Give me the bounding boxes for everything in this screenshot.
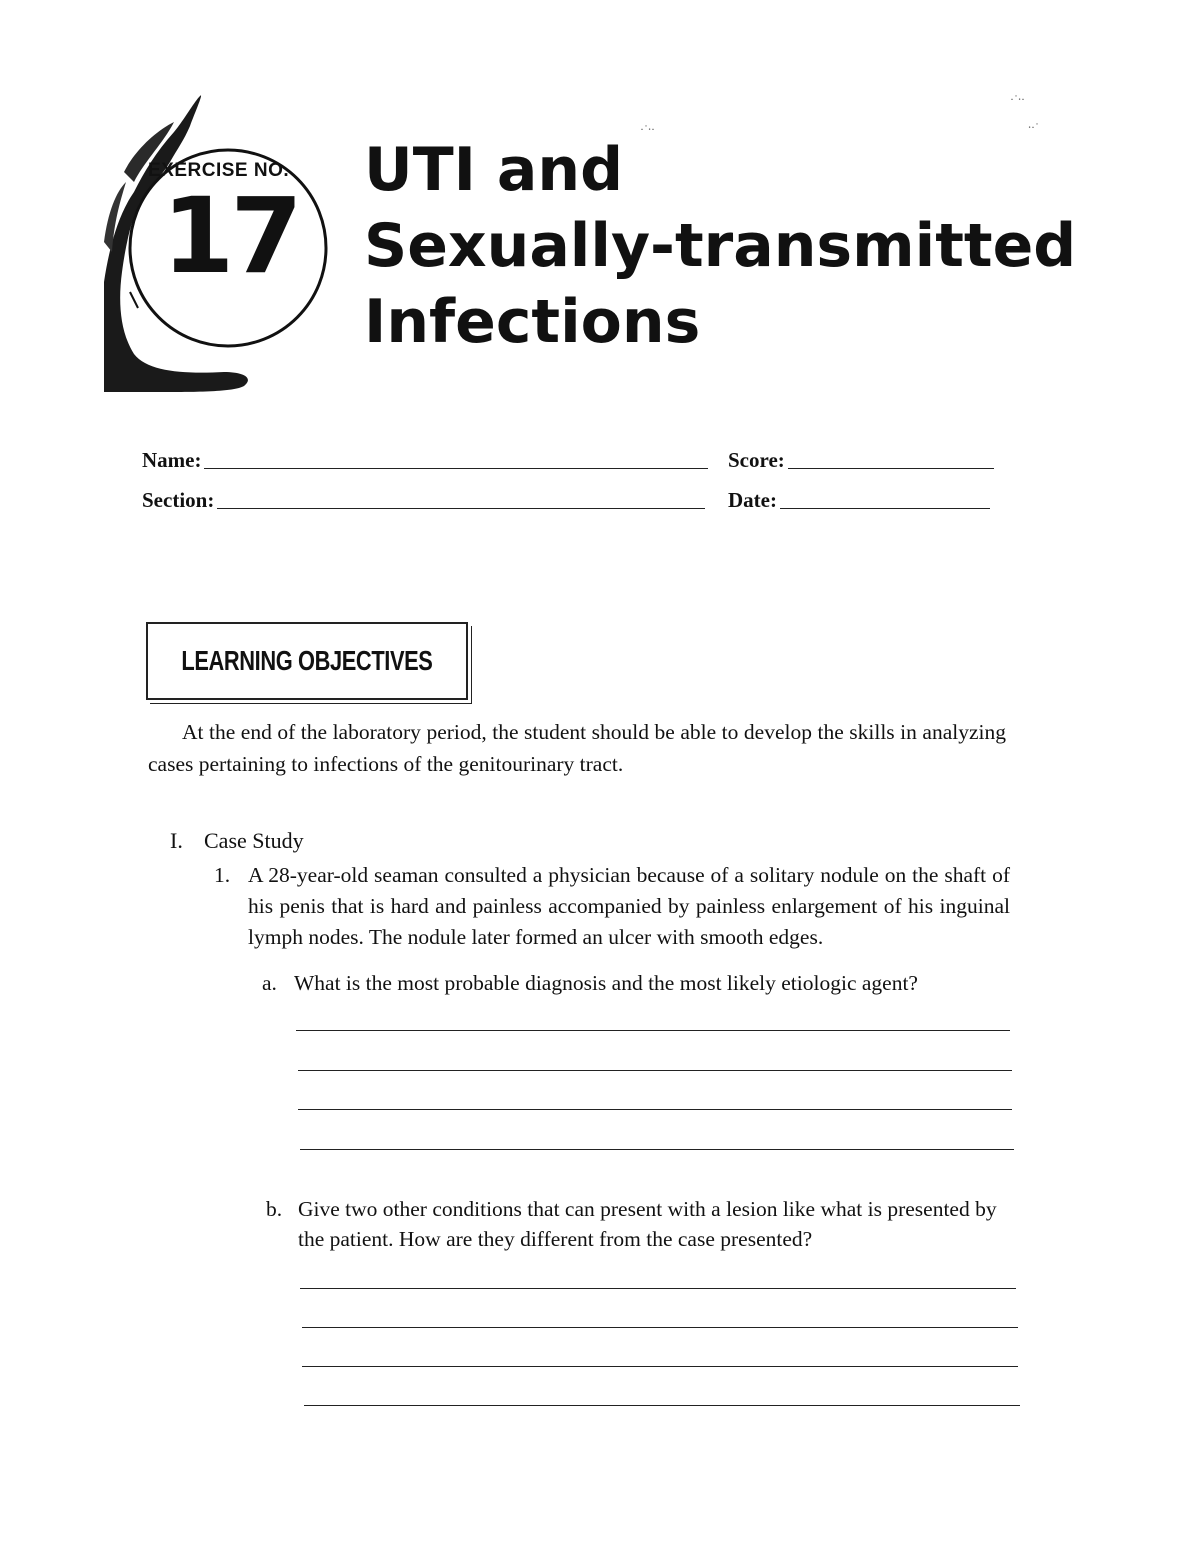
name-label: Name: xyxy=(142,448,202,472)
exercise-label: EXERCISE NO. xyxy=(148,160,290,181)
answer-line-a2[interactable] xyxy=(298,1070,1012,1071)
answer-line-a1[interactable] xyxy=(296,1030,1010,1031)
question-letter: b. xyxy=(266,1197,283,1221)
question-b xyxy=(266,1194,1018,1254)
case-text: A 28-year-old seaman consulted a physician because of a solitary nodule on the shaft of his penis that is hard and painless accompanied by painless enlargement of his inguinal lymph nodes. The nodule later formed an ulcer with smooth edges. xyxy=(248,863,1010,949)
case-number: 1. xyxy=(214,863,231,887)
section-number: I. xyxy=(170,828,183,853)
date-label: Date: xyxy=(728,488,777,512)
case-study-heading xyxy=(170,828,304,854)
score-blank[interactable] xyxy=(788,467,994,469)
question-letter: a. xyxy=(262,971,277,995)
answer-line-b4[interactable] xyxy=(304,1405,1020,1406)
title-line-2: Sexually-transmitted xyxy=(364,211,1077,281)
scan-speck: ·˙∙· xyxy=(1010,92,1025,106)
case-item xyxy=(214,860,1010,953)
question-a xyxy=(262,968,982,998)
section-blank[interactable] xyxy=(217,507,705,509)
learning-objectives-box xyxy=(146,622,468,700)
answer-line-b1[interactable] xyxy=(300,1288,1016,1289)
section-title: Case Study xyxy=(204,828,304,853)
answer-line-a4[interactable] xyxy=(300,1149,1014,1150)
scan-speck: ·˙∙· xyxy=(640,122,655,136)
score-label: Score: xyxy=(728,448,785,472)
date-field[interactable] xyxy=(728,488,990,513)
title-line-1: UTI and xyxy=(364,135,624,205)
page-title xyxy=(364,132,1077,360)
score-field[interactable] xyxy=(728,448,994,473)
answer-line-a3[interactable] xyxy=(298,1109,1012,1110)
learning-objectives-heading: LEARNING OBJECTIVES xyxy=(181,645,433,676)
exercise-emblem xyxy=(104,92,334,392)
question-text: What is the most probable diagnosis and the most likely etiologic agent? xyxy=(294,971,918,995)
objectives-paragraph: At the end of the laboratory period, the student should be able to develop the skills in analyzing cases pertaining to infections of the genitourinary tract. xyxy=(148,720,1006,776)
date-blank[interactable] xyxy=(780,507,990,509)
scan-speck: ∙·˙ xyxy=(1028,120,1039,134)
answer-line-b3[interactable] xyxy=(302,1366,1018,1367)
section-field[interactable] xyxy=(142,488,705,513)
section-label: Section: xyxy=(142,488,215,512)
question-text: Give two other conditions that can present with a lesion like what is presented by the patient. How are they different from the case presented? xyxy=(298,1197,997,1251)
name-field[interactable] xyxy=(142,448,708,473)
exercise-number: 17 xyxy=(162,175,299,297)
title-line-3: Infections xyxy=(364,287,701,357)
answer-line-b2[interactable] xyxy=(302,1327,1018,1328)
name-blank[interactable] xyxy=(204,467,708,469)
